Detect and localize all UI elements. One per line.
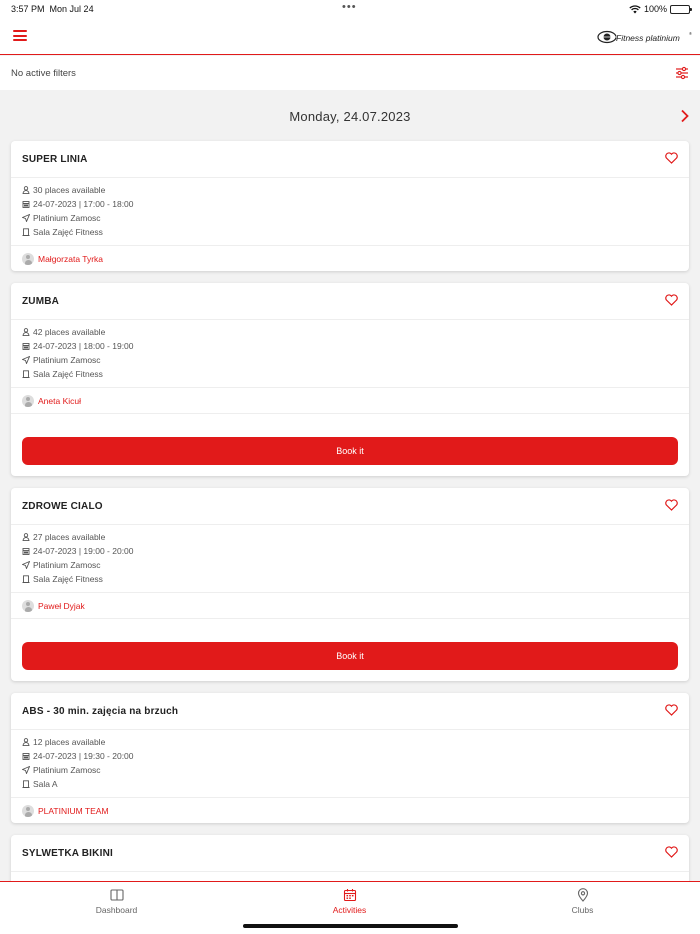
class-title: SYLWETKA BIKINI xyxy=(22,848,113,859)
door-icon xyxy=(22,370,30,378)
status-time: 3:57 PM Mon Jul 24 xyxy=(11,4,94,14)
person-icon xyxy=(22,533,30,541)
calendar-small-icon xyxy=(22,547,30,555)
room-info: Sala Zajęć Fitness xyxy=(22,369,103,379)
time-info: 24-07-2023 | 19:00 - 20:00 xyxy=(22,546,134,556)
navigation-arrow-icon xyxy=(22,214,30,222)
map-pin-icon xyxy=(576,888,590,902)
time-info: 24-07-2023 | 18:00 - 19:00 xyxy=(22,341,134,351)
class-title: ZDROWE CIALO xyxy=(22,501,103,512)
person-icon xyxy=(22,186,30,194)
room-info: Sala Zajęć Fitness xyxy=(22,227,103,237)
person-icon xyxy=(22,328,30,336)
fitness-platinium-logo xyxy=(597,26,693,48)
location-info: Platinium Zamosc xyxy=(22,765,101,775)
trainer-avatar xyxy=(22,253,34,265)
trainer-link[interactable]: Paweł Dyjak xyxy=(22,600,85,612)
person-icon xyxy=(22,738,30,746)
class-title: SUPER LINIA xyxy=(22,154,88,165)
book-button[interactable]: Book it xyxy=(22,437,678,465)
filter-status-label: No active filters xyxy=(11,68,76,79)
trainer-link[interactable]: PLATINIUM TEAM xyxy=(22,805,109,817)
class-card[interactable] xyxy=(11,488,689,681)
trainer-avatar xyxy=(22,805,34,817)
book-open-icon xyxy=(110,888,124,902)
time-info: 24-07-2023 | 19:30 - 20:00 xyxy=(22,751,134,761)
home-indicator[interactable] xyxy=(243,924,458,928)
trainer-avatar xyxy=(22,600,34,612)
class-card[interactable] xyxy=(11,693,689,823)
navigation-arrow-icon xyxy=(22,356,30,364)
favorite-heart-icon[interactable] xyxy=(665,499,678,511)
filter-bar xyxy=(0,56,700,90)
date-navigation xyxy=(0,100,700,130)
places-info: 30 places available xyxy=(22,185,105,195)
sliders-icon[interactable] xyxy=(675,66,689,80)
favorite-heart-icon[interactable] xyxy=(665,294,678,306)
calendar-icon xyxy=(343,888,357,902)
tab-activities[interactable] xyxy=(233,888,466,915)
location-info: Platinium Zamosc xyxy=(22,560,101,570)
door-icon xyxy=(22,780,30,788)
tab-label: Clubs xyxy=(571,905,594,915)
room-info: Sala Zajęć Fitness xyxy=(22,574,103,584)
chevron-right-icon[interactable] xyxy=(680,109,690,123)
navigation-arrow-icon xyxy=(22,561,30,569)
hamburger-menu-icon[interactable] xyxy=(13,30,27,41)
location-info: Platinium Zamosc xyxy=(22,355,101,365)
tab-dashboard[interactable] xyxy=(0,888,233,915)
favorite-heart-icon[interactable] xyxy=(665,704,678,716)
calendar-small-icon xyxy=(22,342,30,350)
places-info: 27 places available xyxy=(22,532,105,542)
svg-text:Fitness platinium: Fitness platinium xyxy=(616,33,680,43)
calendar-small-icon xyxy=(22,752,30,760)
time-info: 24-07-2023 | 17:00 - 18:00 xyxy=(22,199,134,209)
room-info: Sala A xyxy=(22,779,58,789)
class-card[interactable] xyxy=(11,283,689,476)
app-header xyxy=(0,18,700,55)
trainer-link[interactable]: Małgorzata Tyrka xyxy=(22,253,103,265)
book-button[interactable]: Book it xyxy=(22,642,678,670)
places-info: 12 places available xyxy=(22,737,105,747)
favorite-heart-icon[interactable] xyxy=(665,152,678,164)
trainer-avatar xyxy=(22,395,34,407)
multitasking-dots[interactable]: ••• xyxy=(342,1,357,13)
battery-percent: 100% xyxy=(643,4,667,14)
places-info: 42 places available xyxy=(22,327,105,337)
class-title: ABS - 30 min. zajęcia na brzuch xyxy=(22,706,179,717)
favorite-heart-icon[interactable] xyxy=(665,846,678,858)
status-right xyxy=(629,4,690,14)
status-bar xyxy=(0,0,700,18)
current-date: Monday, 24.07.2023 xyxy=(289,109,411,124)
trainer-link[interactable]: Aneta Kicuł xyxy=(22,395,81,407)
class-title: ZUMBA xyxy=(22,296,60,307)
door-icon xyxy=(22,228,30,236)
tab-label: Dashboard xyxy=(95,905,138,915)
svg-text:®: ® xyxy=(689,31,692,36)
tab-label: Activities xyxy=(332,905,367,915)
door-icon xyxy=(22,575,30,583)
tab-clubs[interactable] xyxy=(466,888,699,915)
calendar-small-icon xyxy=(22,200,30,208)
class-card[interactable] xyxy=(11,141,689,271)
location-info: Platinium Zamosc xyxy=(22,213,101,223)
navigation-arrow-icon xyxy=(22,766,30,774)
battery-icon xyxy=(670,5,690,14)
wifi-icon xyxy=(629,5,641,14)
